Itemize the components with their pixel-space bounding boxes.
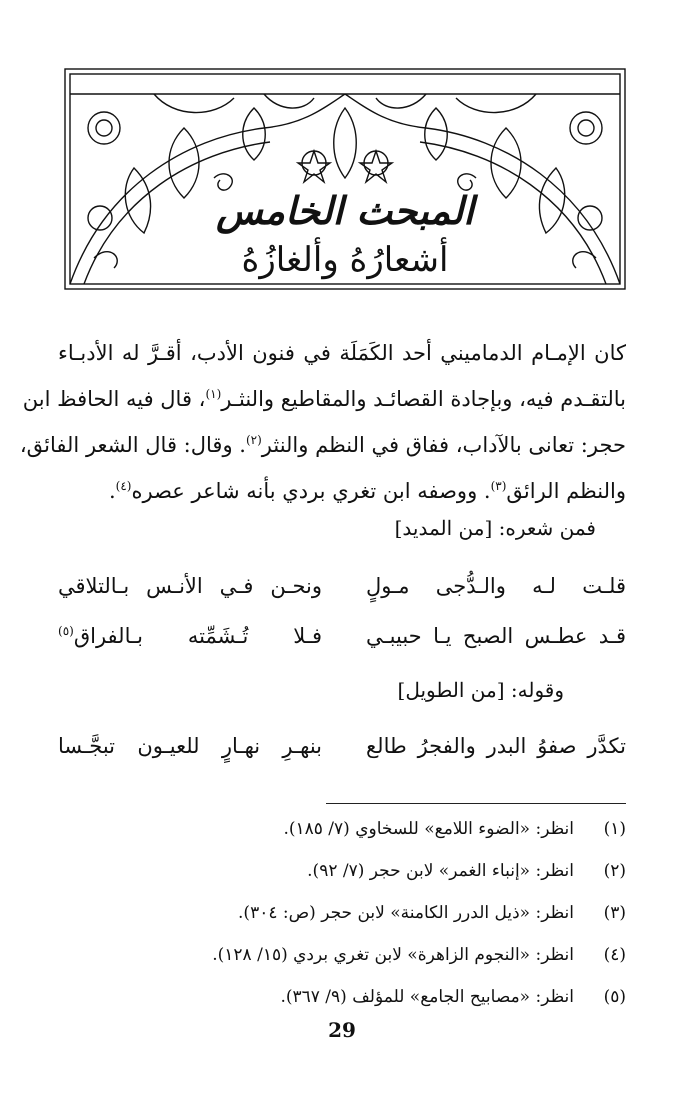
footnote-ref[interactable]: (٢) — [245, 433, 262, 447]
footnote-text: انظر: «مصابيح الجامع» للمؤلف (٩/ ٣٦٧). — [280, 987, 574, 1007]
body-line: والنظم الرائق$^{(٣)}$. ووصفه ابن تغري بردي بأنه شاعر عصره$^{(٤)}$. — [108, 479, 626, 503]
footnote-ref[interactable]: (٤) — [115, 479, 132, 493]
verse-hemistich: قلـت لـه والـدُّجى مـولٍ — [366, 574, 626, 598]
footnote-text: انظر: «إنباء الغمر» لابن حجر (٧/ ٩٢). — [307, 861, 574, 881]
footnote-item — [130, 976, 626, 1018]
footnote-number: (٥) — [603, 987, 626, 1007]
footnote-item — [130, 934, 626, 976]
verse-row — [58, 574, 626, 614]
verse-hemistich: بنهـرِ نهـارٍ للعيـون تبجَّـسا — [58, 734, 322, 758]
body-line: بالتقـدم فيه، وبإجادة القصائـد والمقاطيع والنثـر$^{(١)}$، قال فيه الحافظ ابن — [22, 387, 626, 411]
footnote-separator — [326, 803, 626, 804]
poem-meter-label: فمن شعره: [من المديد] — [394, 516, 596, 540]
body-line: كان الإمـام الدماميني أحد الكَمَلَة في فنون الأدب، أقـرَّ له الأدبـاء — [58, 341, 626, 365]
footnote-ref[interactable]: (٣) — [490, 479, 507, 493]
body-line: حجر: تعانى بالآداب، ففاق في النظم والنثر$^{(٢)}$. وقال: قال الشعر الفائق، — [19, 433, 626, 457]
section-subtitle: أشعارُهُ وألغازُهُ — [241, 240, 449, 280]
footnote-item — [130, 850, 626, 892]
footnote-number: (٣) — [603, 903, 626, 923]
body-paragraph — [19, 330, 626, 514]
verse-row — [58, 624, 626, 664]
footnote-item — [130, 808, 626, 850]
verse-hemistich: قـد عطـس الصبح يـا حبيبـي — [366, 624, 626, 648]
footnote-text: انظر: «النجوم الزاهرة» لابن تغري بردي (١٥/ ١٢٨). — [212, 945, 574, 965]
poem-meter-label: وقوله: [من الطويل] — [397, 678, 564, 702]
footnote-number: (٢) — [603, 861, 626, 881]
section-title: المبحث الخامس — [216, 188, 474, 233]
footnote-item — [130, 892, 626, 934]
footnote-ref[interactable]: (١) — [205, 387, 222, 401]
footnote-text: انظر: «ذيل الدرر الكامنة» لابن حجر (ص: ٣٠٤). — [238, 903, 574, 923]
footnote-number: (١) — [603, 819, 626, 839]
verse-hemistich: ونحـن فـي الأنـس بـالتلاقي — [58, 574, 322, 598]
footnote-text: انظر: «الضوء اللامع» للسخاوي (٧/ ١٨٥). — [283, 819, 574, 839]
footnote-number: (٤) — [603, 945, 626, 965]
verse-hemistich: تكدَّر صفوُ البدر والفجرُ طالع — [366, 734, 626, 758]
page-number: 29 — [328, 1018, 356, 1042]
verse-row — [58, 734, 626, 774]
verse-hemistich: فـلا تُـشَمِّته بـالفراق$^{(٥)}$ — [58, 624, 322, 648]
footnotes — [130, 808, 626, 1018]
footnote-ref[interactable]: (٥) — [58, 624, 74, 638]
